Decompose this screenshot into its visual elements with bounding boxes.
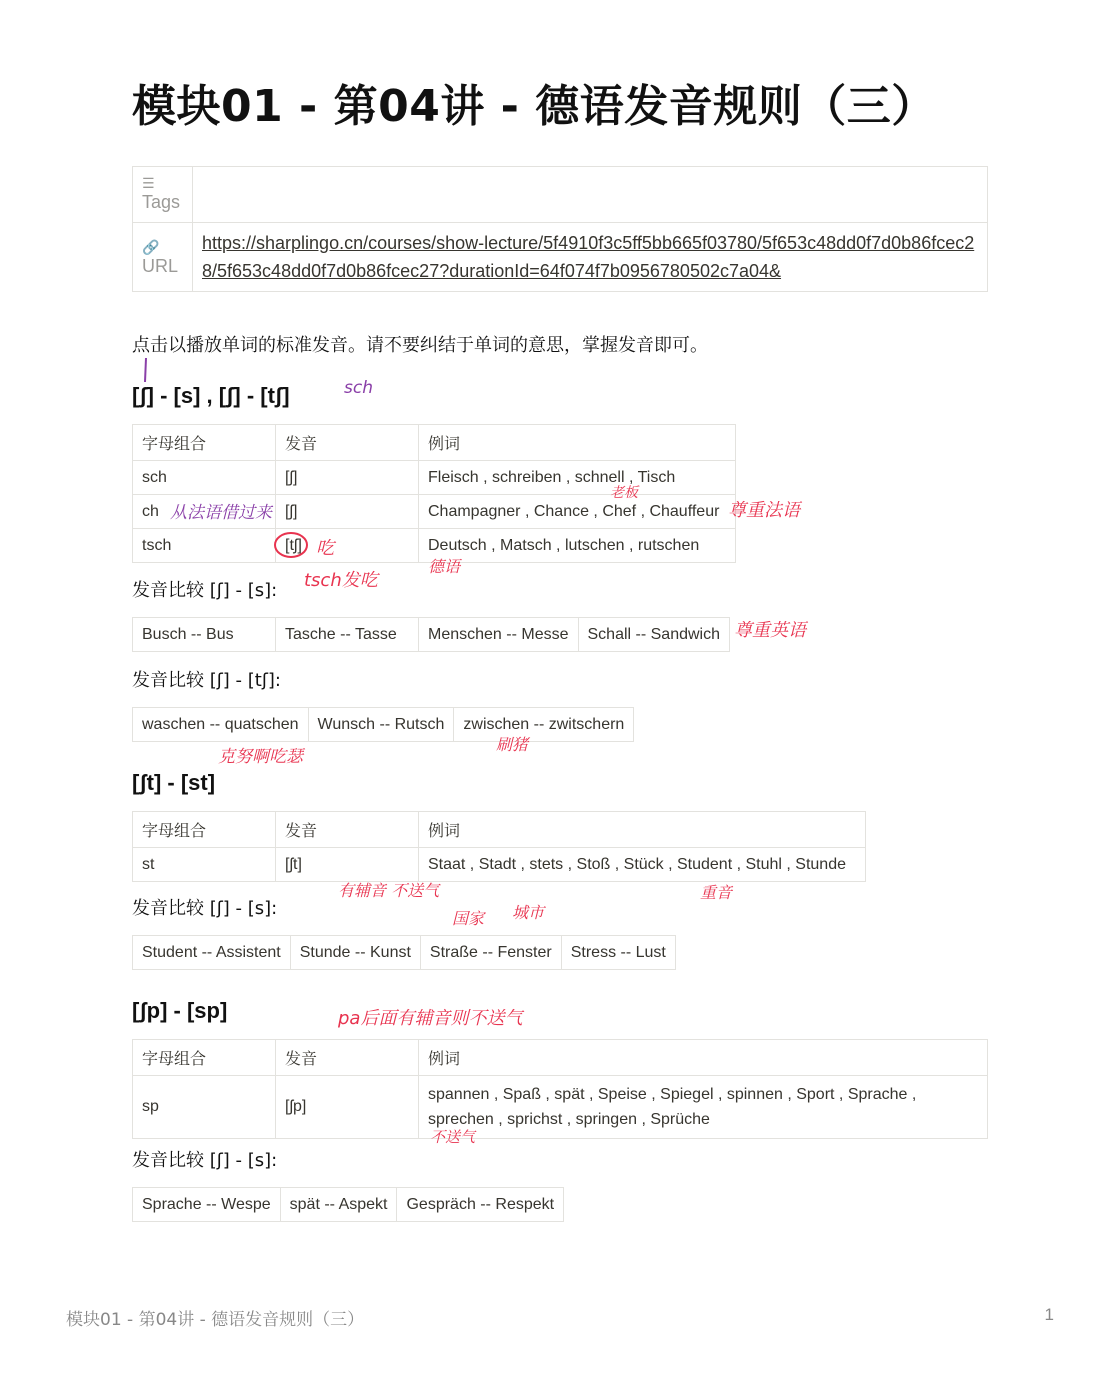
compare-label: 发音比较 [ʃ] - [s]:: [132, 1150, 278, 1171]
table-header: 发音: [276, 425, 419, 461]
properties-table: [132, 166, 988, 292]
compare-cell[interactable]: Stress -- Lust: [561, 936, 675, 970]
compare-cell[interactable]: Gespräch -- Respekt: [397, 1188, 564, 1222]
section1-heading: [ʃ] - [s] , [ʃ] - [tʃ]: [132, 383, 290, 408]
table-cell[interactable]: Champagner , Chance , Chef , Chauffeur: [419, 495, 736, 529]
compare-label: 发音比较 [ʃ] - [tʃ]:: [132, 670, 281, 691]
link-icon: 🔗: [142, 239, 160, 255]
page-number: 1: [1044, 1305, 1054, 1324]
table-cell[interactable]: spannen , Spaß , spät , Speise , Spiegel , spinnen , Sport , Sprache , sprechen , sprichst , springen , Sprüche: [419, 1076, 988, 1139]
table-cell[interactable]: Deutsch , Matsch , lutschen , rutschen: [419, 529, 736, 563]
annotation-tsch-1: 吃: [316, 538, 334, 559]
table-header: 例词: [419, 425, 736, 461]
section1-table: [132, 424, 736, 563]
list-icon: ☰: [142, 175, 155, 191]
compare-cell[interactable]: Student -- Assistent: [133, 936, 291, 970]
table-cell: st: [133, 848, 276, 882]
compare-table: [132, 935, 676, 970]
compare-cell[interactable]: Stunde -- Kunst: [290, 936, 420, 970]
ink-stroke: [140, 356, 152, 384]
table-header: 字母组合: [133, 812, 276, 848]
annotation-sp: pa后面有辅音则不送气: [338, 1008, 523, 1029]
table-header: 字母组合: [133, 425, 276, 461]
footer-title: 模块01 - 第04讲 - 德语发音规则（三）: [66, 1310, 365, 1330]
table-cell: sch: [133, 461, 276, 495]
table-header: 例词: [419, 1040, 988, 1076]
section2-table: [132, 811, 866, 882]
compare-cell[interactable]: Sprache -- Wespe: [133, 1188, 281, 1222]
table-cell: [ʃt]: [276, 848, 419, 882]
table-header: 例词: [419, 812, 866, 848]
compare-cell[interactable]: spät -- Aspekt: [280, 1188, 397, 1222]
annotation-sandwich: 尊重英语: [734, 620, 806, 641]
ink-circle: [272, 530, 312, 562]
compare-label: 发音比较 [ʃ] - [s]:: [132, 898, 278, 919]
section3-table: [132, 1039, 988, 1139]
table-cell: [tʃ]: [276, 529, 419, 563]
table-cell[interactable]: Staat , Stadt , stets , Stoß , Stück , Student , Stuhl , Stunde: [419, 848, 866, 882]
compare-table: [132, 1187, 564, 1222]
annotation-student: 重音: [700, 883, 733, 902]
tags-label: Tags: [142, 192, 181, 212]
compare-table: [132, 707, 634, 742]
table-cell: [ʃ]: [276, 495, 419, 529]
annotation-zwischen: 刷猪: [496, 735, 529, 754]
compare-cell[interactable]: Straße -- Fenster: [420, 936, 561, 970]
section2-heading: [ʃt] - [st]: [132, 770, 216, 795]
url-label: URL: [142, 256, 179, 276]
annotation-sprechen: 不送气: [430, 1128, 476, 1146]
compare-table: [132, 617, 730, 652]
compare-cell[interactable]: waschen -- quatschen: [133, 708, 309, 742]
annotation-sch: sch: [344, 378, 373, 398]
table-row: [133, 461, 736, 495]
compare-cell[interactable]: zwischen -- zwitschern: [454, 708, 634, 742]
page-title: 模块01 - 第04讲 - 德语发音规则（三）: [132, 81, 936, 132]
tags-property: [133, 167, 193, 223]
annotation-staat-1: 有辅音 不送气: [338, 881, 440, 900]
table-row: [133, 848, 866, 882]
section3-heading: [ʃp] - [sp]: [132, 998, 228, 1023]
compare-cell[interactable]: Menschen -- Messe: [419, 618, 579, 652]
table-header: 发音: [276, 1040, 419, 1076]
annotation-quatschen: 克努啊吃瑟: [218, 747, 303, 767]
annotation-deutsch: 德语: [428, 557, 461, 576]
table-header: 发音: [276, 812, 419, 848]
compare-cell[interactable]: Tasche -- Tasse: [276, 618, 419, 652]
tags-value[interactable]: [193, 167, 988, 223]
annotation-chef: 老板: [610, 485, 638, 501]
url-value: [193, 223, 988, 292]
table-cell[interactable]: Fleisch , schreiben , schnell , Tisch: [419, 461, 736, 495]
url-property: [133, 223, 193, 292]
table-cell: ch: [133, 495, 276, 529]
annotation-tsch-2: tsch发吃: [304, 570, 378, 591]
compare-label: 发音比较 [ʃ] - [s]:: [132, 580, 278, 601]
table-cell: [ʃp]: [276, 1076, 419, 1139]
table-cell: sp: [133, 1076, 276, 1139]
table-row: [133, 1076, 988, 1139]
table-cell: tsch: [133, 529, 276, 563]
annotation-ch: 从法语借过来: [170, 503, 272, 523]
compare-cell[interactable]: Busch -- Bus: [133, 618, 276, 652]
table-cell: [ʃ]: [276, 461, 419, 495]
compare-cell[interactable]: Wunsch -- Rutsch: [308, 708, 454, 742]
url-link[interactable]: https://sharplingo.cn/courses/show-lecture/5f4910f3c5ff5bb665f03780/5f653c48dd0f7d0b86fcec28/5f653c48dd0f7d0b86fcec27?durationId=64f074f7b0956780502c7a04&: [202, 233, 975, 281]
compare-cell[interactable]: Schall -- Sandwich: [578, 618, 730, 652]
annotation-chauffeur: 尊重法语: [728, 500, 800, 521]
annotation-stadt: 城市: [512, 903, 545, 922]
intro-text: 点击以播放单词的标准发音。请不要纠结于单词的意思，掌握发音即可。: [132, 335, 708, 356]
table-header: 字母组合: [133, 1040, 276, 1076]
annotation-staat-2: 国家: [452, 909, 485, 928]
